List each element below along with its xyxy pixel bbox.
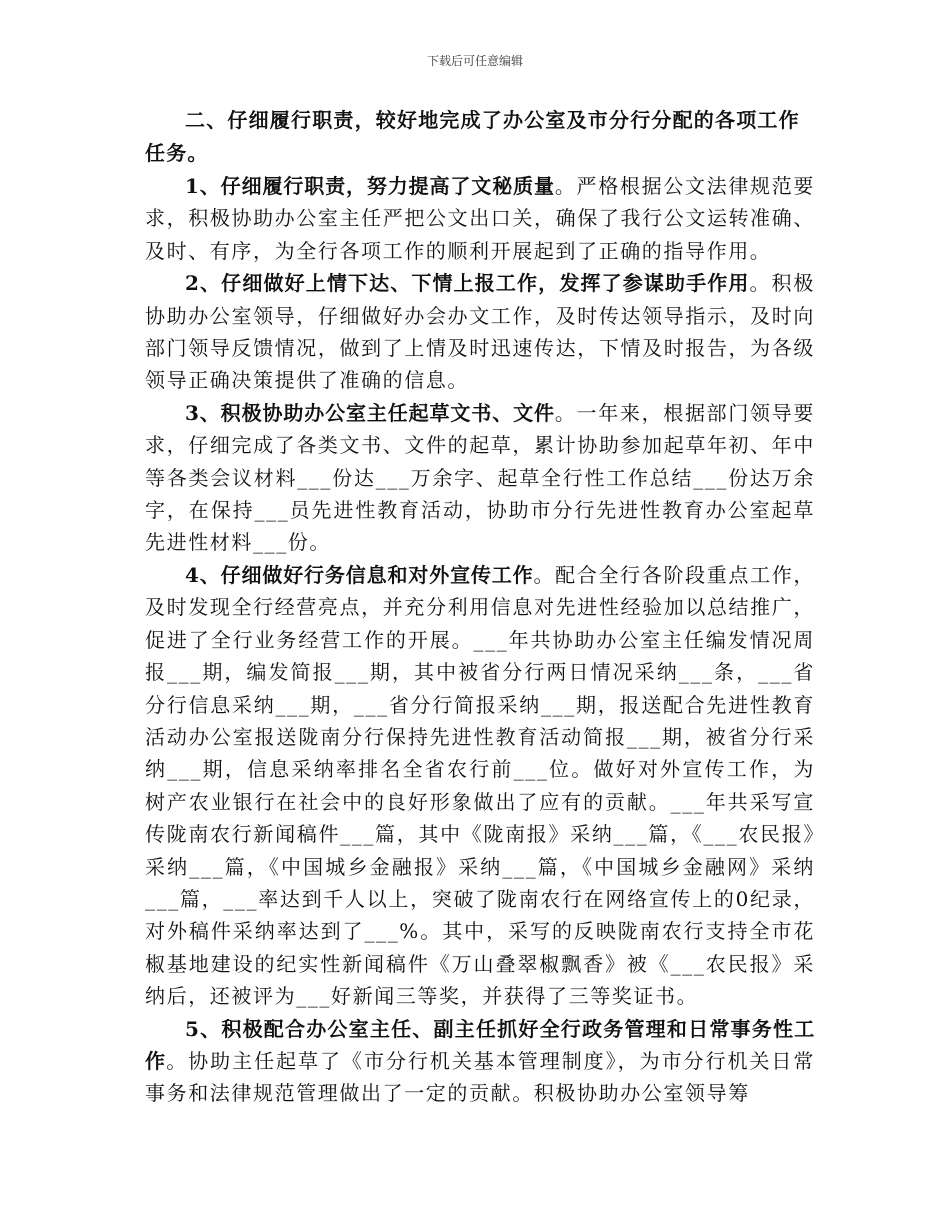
paragraph-3-lead: 3、积极协助办公室主任起草文书、文件 xyxy=(185,400,555,425)
paragraph-4-lead: 4、仔细做好行务信息和对外宣传工作 xyxy=(185,562,534,587)
document-body xyxy=(145,104,815,1110)
page-header: 下载后可任意编辑 xyxy=(426,54,523,68)
paragraph-1-lead: 1、仔细履行职责，努力提高了文秘质量 xyxy=(185,174,555,198)
paragraph-5 xyxy=(145,1013,815,1110)
paragraph-3 xyxy=(145,397,815,559)
paragraph-4 xyxy=(145,559,815,1013)
paragraph-3-body: 。一年来，根据部门领导要求，仔细完成了各类文书、文件的起草，累计协助参加起草年初、年中等各类会议材料___份达___万余字、起草全行性工作总结___份达万余字，在保持___员先进性教育活动，协助市分行先进性教育办公室起草先进性材料___份。 xyxy=(145,400,815,555)
paragraph-1-body: 。严格根据公文法律规范要求，积极协助办公室主任严把公文出口关，确保了我行公文运转准确、及时、有序，为全行各项工作的顺利开展起到了正确的指导作用。 xyxy=(145,174,815,263)
paragraph-5-body: 。协助主任起草了《市分行机关基本管理制度》，为市分行机关日常事务和法律规范管理做出了一定的贡献。积极协助办公室领导筹 xyxy=(145,1048,816,1106)
section-heading: 二、仔细履行职责，较好地完成了办公室及市分行分配的各项工作任务。 xyxy=(145,108,800,165)
paragraph-2-lead: 2、仔细做好上情下达、下情上报工作，发挥了参谋助手作用 xyxy=(185,271,750,296)
paragraph-2 xyxy=(145,267,815,397)
paragraph-2-body: 。积极协助办公室领导，仔细做好办会办文工作，及时传达领导指示，及时向部门领导反馈情况，做到了上情及时迅速传达，下情及时报告，为各级领导正确决策提供了准确的信息。 xyxy=(145,271,815,393)
paragraph-5-lead: 5、积极配合办公室主任、副主任抓好全行政务管理和日常事务性工作 xyxy=(145,1016,815,1073)
paragraph-1 xyxy=(145,170,815,267)
paragraph-4-body: 。配合全行各阶段重点工作，及时发现全行经营亮点，并充分利用信息对先进性经验加以总结推广，促进了全行业务经营工作的开展。___年共协助办公室主任编发情况周报___期，编发简报___期，其中被省分行两日情况采纳___条，___省分行信息采纳___期，___省分行简报采纳___期，报送配合先进性教育活动办公室报送陇南分行保持先进性教育活动简报___期，被省分行采纳___期，信息采纳率排名全省农行前___位。做好对外宣传工作，为树产农业银行在社会中的良好形象做出了应有的贡献。___年共采写宣传陇南农行新闻稿件___篇，其中《陇南报》采纳___篇，《___农民报》采纳___篇，《中国城乡金融报》采纳___篇，《中国城乡金融网》采纳___篇，___率达到千人以上，突破了陇南农行在网络宣传上的0纪录，对外稿件采纳率达到了___%。其中，采写的反映陇南农行支持全市花椒基地建设的纪实性新闻稿件《万山叠翠椒飘香》被《___农民报》采纳后，还被评为___好新闻三等奖，并获得了三等奖证书。 xyxy=(145,562,815,1009)
